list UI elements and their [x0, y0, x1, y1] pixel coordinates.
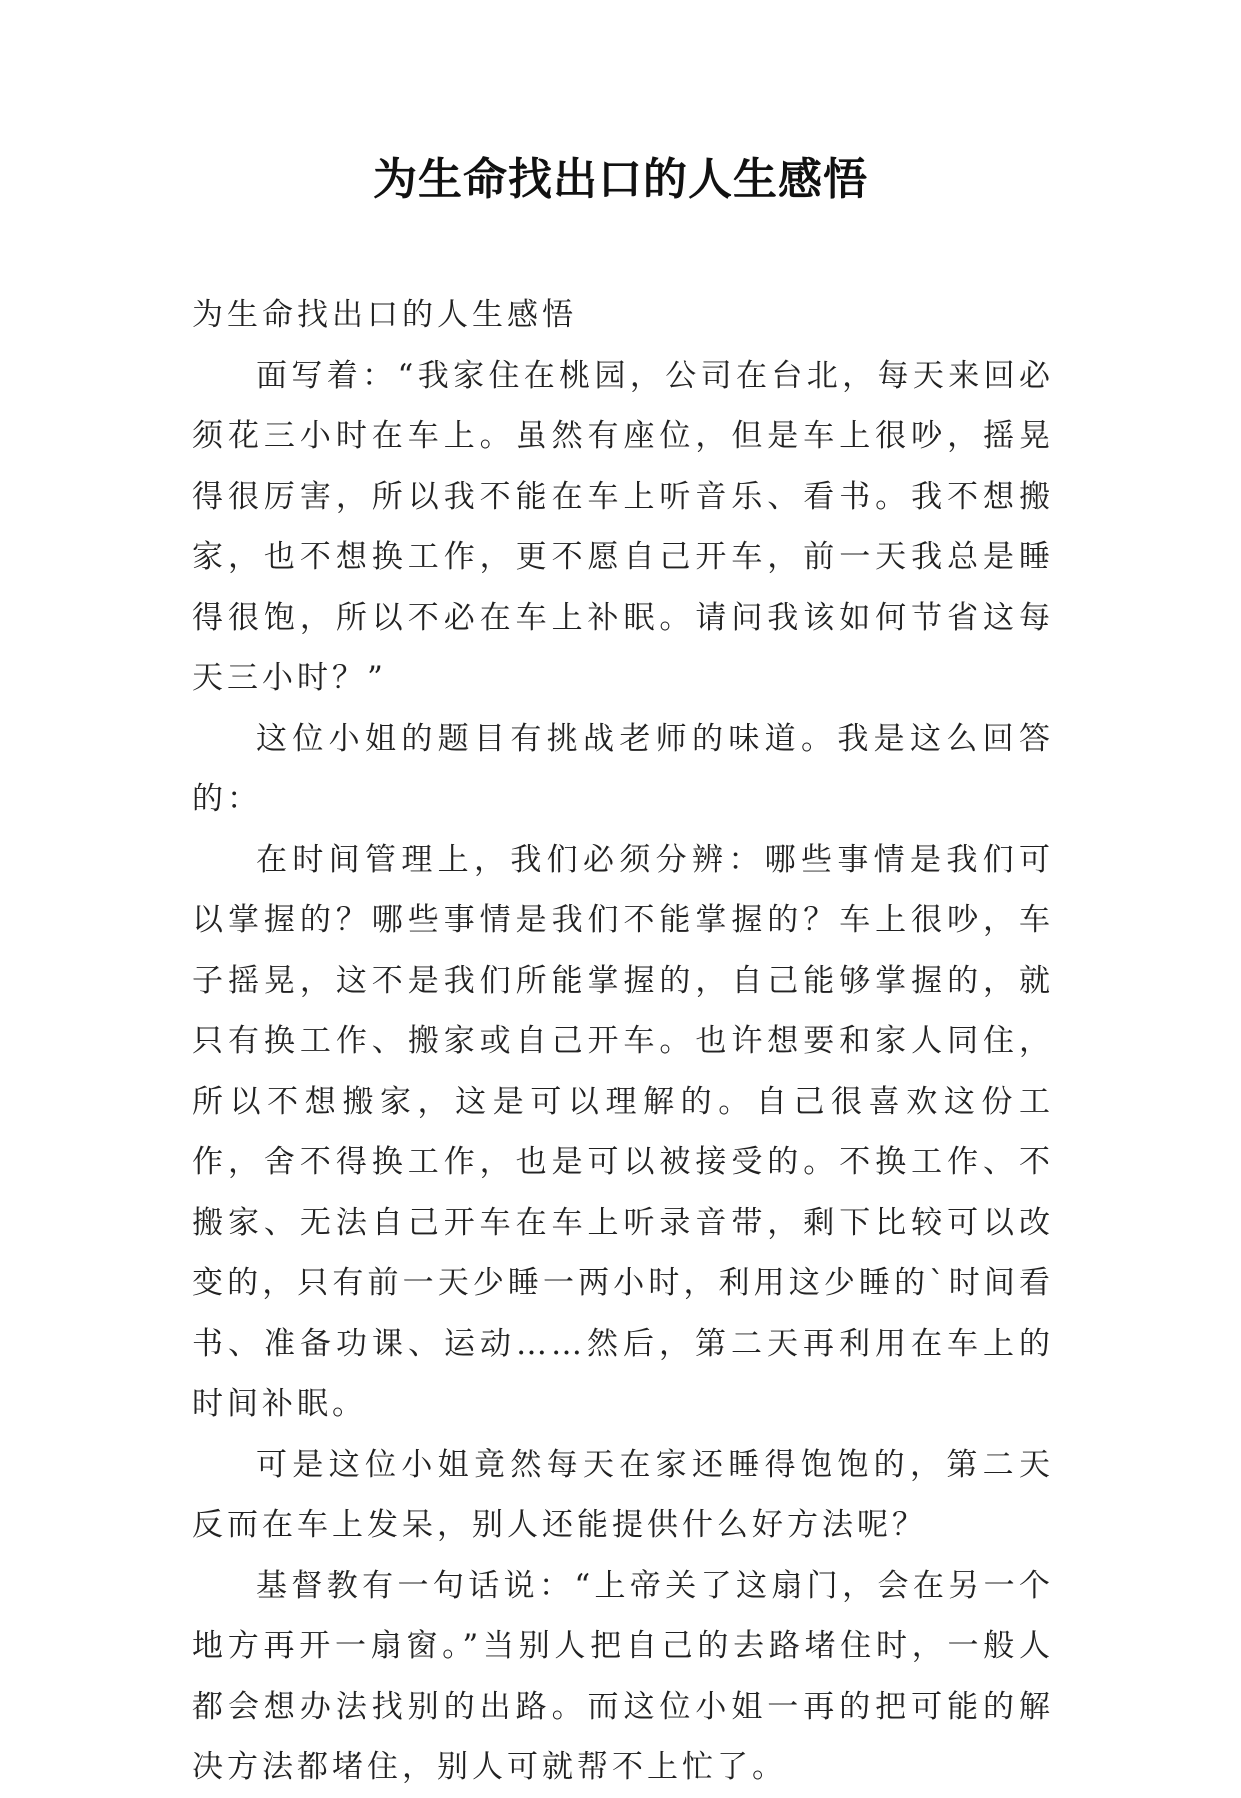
paragraph-conclusion: 基督教有一句话说：“上帝关了这扇门，会在另一个地方再开一扇窗。”当别人把自己的去路堵住时，一般人都会想办法找别的出路。而这位小姐一再的把可能的解决方法都堵住，别人可就帮不上忙了。 — [192, 1567, 1054, 1785]
document-subtitle: 为生命找出口的人生感悟 — [192, 297, 577, 333]
paragraph-question: 面写着：“我家住在桃园，公司在台北，每天来回必须花三小时在车上。虽然有座位，但是车上很吵，摇晃得很厉害，所以我不能在车上听音乐、看书。我不想搬家，也不想换工作，更不愿自己开车，前一天我总是睡得很饱，所以不必在车上补眠。请问我该如何节省这每天三小时？” — [192, 357, 1054, 696]
document-body — [192, 285, 1054, 1798]
paragraph-intro-answer: 这位小姐的题目有挑战老师的味道。我是这么回答的： — [192, 720, 1054, 817]
document-title: 为生命找出口的人生感悟 — [373, 154, 868, 205]
paragraph-time-management: 在时间管理上，我们必须分辨：哪些事情是我们可以掌握的？哪些事情是我们不能掌握的？车上很吵，车子摇晃，这不是我们所能掌握的，自己能够掌握的，就只有换工作、搬家或自己开车。也许想要和家人同住，所以不想搬家，这是可以理解的。自己很喜欢这份工作，舍不得换工作，也是可以被接受的。不换工作、不搬家、无法自己开车在车上听录音带，剩下比较可以改变的，只有前一天少睡一两小时，利用这少睡的`时间看书、准备功课、运动……然后，第二天再利用在车上的时间补眠。 — [192, 841, 1054, 1422]
paragraph-sleep: 可是这位小姐竟然每天在家还睡得饱饱的，第二天反而在车上发呆，别人还能提供什么好方法呢？ — [192, 1446, 1054, 1543]
